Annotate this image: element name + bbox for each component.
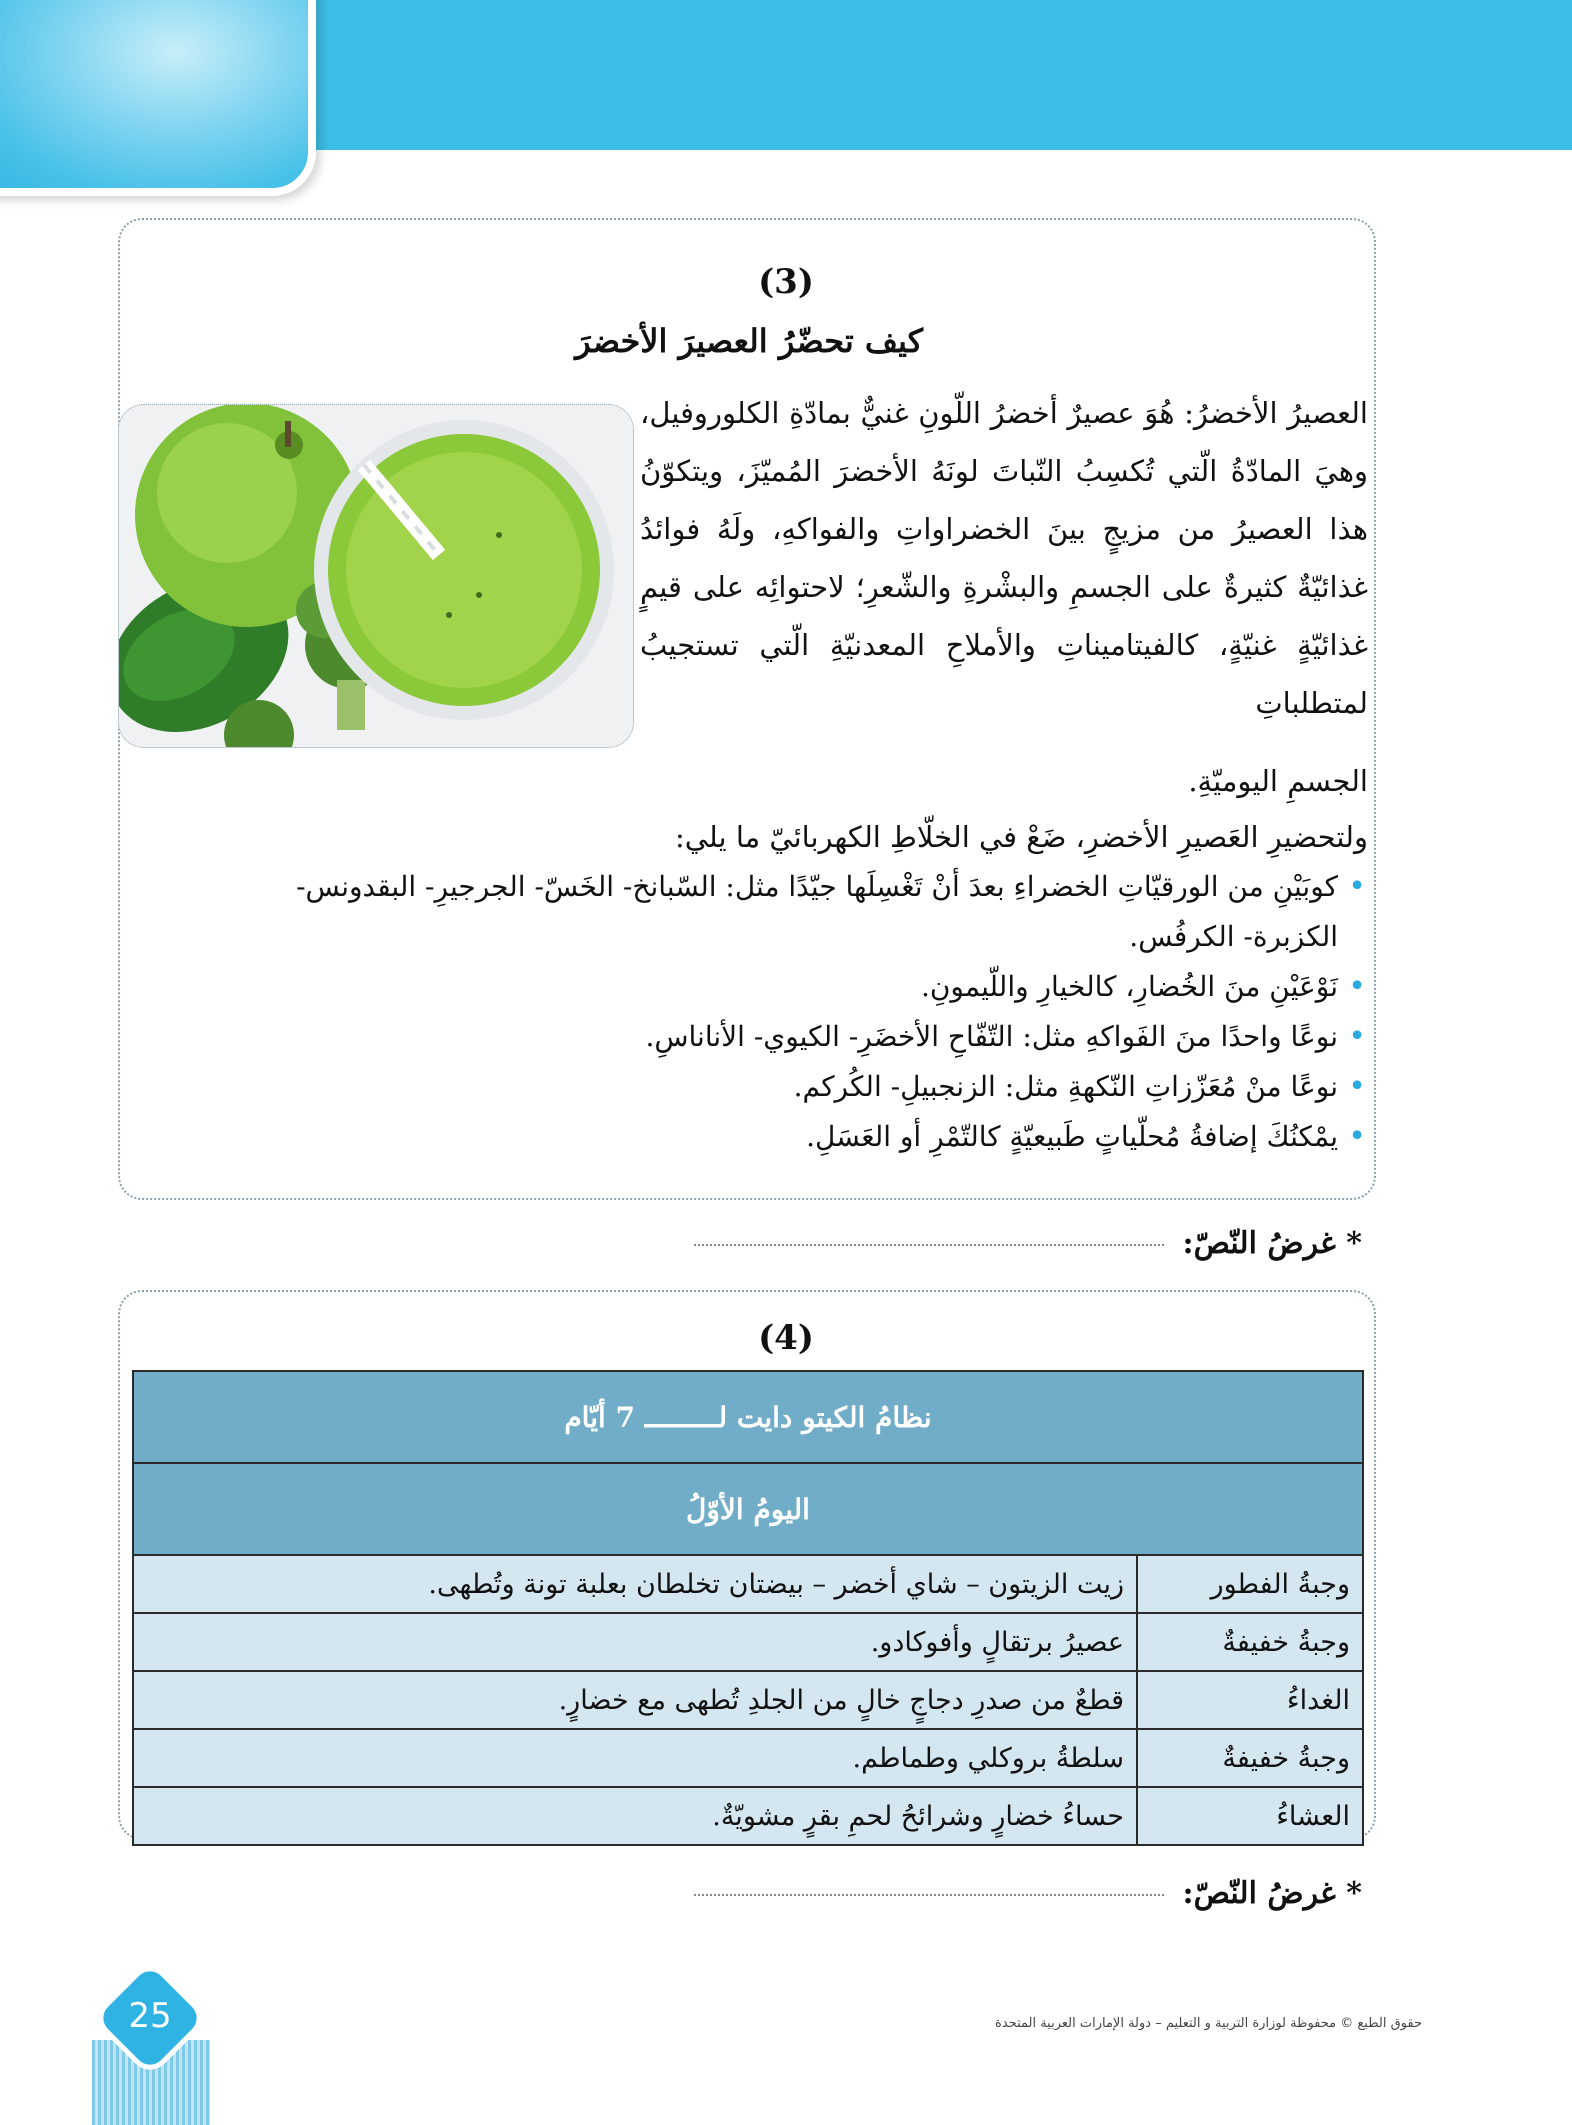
green-juice-photo [118, 404, 634, 748]
meal-name: وجبةُ الفطور [1137, 1555, 1363, 1613]
purpose-label: * غرضُ النّصّ: [1182, 1876, 1362, 1911]
text-3-intro: العصيرُ الأخضرُ: هُوَ عصيرٌ أخضرُ اللّونِ غنيٌّ بمادّةِ الكلوروفيل، وهيَ المادّةُ الّتي تُكسِبُ النّباتَ لونَهُ الأخضرَ المُميّزَ، ويتكوّنُ هذا العصيرُ من مزيجٍ بينَ الخضراواتِ والفواكهِ، ولَهُ فوائدُ غذائيّةٌ كثيرةٌ على الجسمِ والبشْرةِ والشّعرِ؛ لاحتوائِه على قيمٍ غذائيّةٍ غنيّةٍ، كالفيتاميناتِ والأملاحِ المعدنيّةِ الّتي تستجيبُ لمتطلباتِ [640, 396, 1368, 720]
text-4-purpose [694, 1876, 1362, 1911]
list-item-text: نَوْعَيْنِ منَ الخُضارِ، كالخيارِ واللّيمونِ. [920, 970, 1338, 1003]
meal-items: حساءُ خضارٍ وشرائحُ لحمِ بقرٍ مشويّةٌ. [133, 1787, 1137, 1845]
table-row [133, 1787, 1363, 1845]
meal-name: الغداءُ [1137, 1671, 1363, 1729]
bullet-icon: • [1348, 969, 1366, 1004]
corner-decoration [0, 0, 316, 196]
bullet-icon: • [1348, 869, 1366, 904]
list-item [200, 1062, 1368, 1112]
table-title-row [133, 1371, 1363, 1463]
green-juice-illustration [119, 405, 633, 747]
meal-items: عصيرُ برتقالٍ وأفوكادو. [133, 1613, 1137, 1671]
ingredients-list [200, 862, 1368, 1162]
copyright-notice: حقوق الطبع © محفوظة لوزارة التربية و التعليم – دولة الإمارات العربية المتحدة [995, 2016, 1422, 2031]
meal-items: زيت الزيتون – شاي أخضر – بيضتان تخلطان بعلبة تونة وتُطهى. [133, 1555, 1137, 1613]
meal-name: وجبةُ خفيفةٌ [1137, 1613, 1363, 1671]
purpose-label: * غرضُ النّصّ: [1182, 1226, 1362, 1261]
text-3-title: كيف تحضّرُ العصيرَ الأخضرَ [575, 322, 923, 360]
text-3-prep-intro: ولتحضيرِ العَصيرِ الأخضرِ، ضَعْ في الخلّاطِ الكهربائيّ ما يلي: [674, 820, 1368, 854]
meal-items: قطعٌ من صدرِ دجاجٍ خالٍ من الجلدِ تُطهى مع خضارٍ. [133, 1671, 1137, 1729]
table-title: نظامُ الكيتو دايت لـــــــــ 7 أيّام [133, 1371, 1363, 1463]
table-row [133, 1729, 1363, 1787]
meal-name: العشاءُ [1137, 1787, 1363, 1845]
list-item-text: يمْكنُكَ إضافةُ مُحلّياتٍ طَبيعيّةٍ كالتّمْرِ أو العَسَلِ. [806, 1120, 1338, 1153]
table-row [133, 1613, 1363, 1671]
page-number: 25 [128, 1996, 172, 2036]
text-3-purpose [694, 1226, 1362, 1261]
list-item-text: نوعًا واحدًا منَ الفَواكهِ مثل: التّفّاحِ الأخضَرِ- الكيوي- الأناناسِ. [645, 1020, 1338, 1053]
meal-items: سلطةُ بروكلي وطماطم. [133, 1729, 1137, 1787]
list-item-text: نوعًا منْ مُعَزّزاتِ النّكهةِ مثل: الزنجبيلِ- الكُركم. [793, 1070, 1338, 1103]
meal-name: وجبةُ خفيفةٌ [1137, 1729, 1363, 1787]
table-row [133, 1555, 1363, 1613]
table-day-row [133, 1463, 1363, 1555]
list-item [200, 862, 1368, 962]
table-row [133, 1671, 1363, 1729]
list-item [200, 1012, 1368, 1062]
bullet-icon: • [1348, 1119, 1366, 1154]
purpose-answer-line[interactable] [694, 1894, 1164, 1896]
list-item-text: كوبَيْنِ من الورقيّاتِ الخضراءِ بعدَ أنْ تَغْسِلَها جيّدًا مثل: السّبانخ- الخَسّ- الجرجيرِ- البقدونس- الكزبرة- الكرفُس. [296, 870, 1338, 953]
keto-diet-table [132, 1370, 1364, 1846]
day-label: اليومُ الأوّلُ [133, 1463, 1363, 1555]
bullet-icon: • [1348, 1069, 1366, 1104]
purpose-answer-line[interactable] [694, 1244, 1164, 1246]
text-3-number: (3) [758, 262, 814, 302]
text-4-number: (4) [758, 1318, 814, 1358]
text-3-intro-tail: الجسمِ اليوميّةِ. [1188, 764, 1368, 798]
list-item [200, 962, 1368, 1012]
list-item [200, 1112, 1368, 1162]
bullet-icon: • [1348, 1019, 1366, 1054]
top-banner [290, 0, 1572, 150]
